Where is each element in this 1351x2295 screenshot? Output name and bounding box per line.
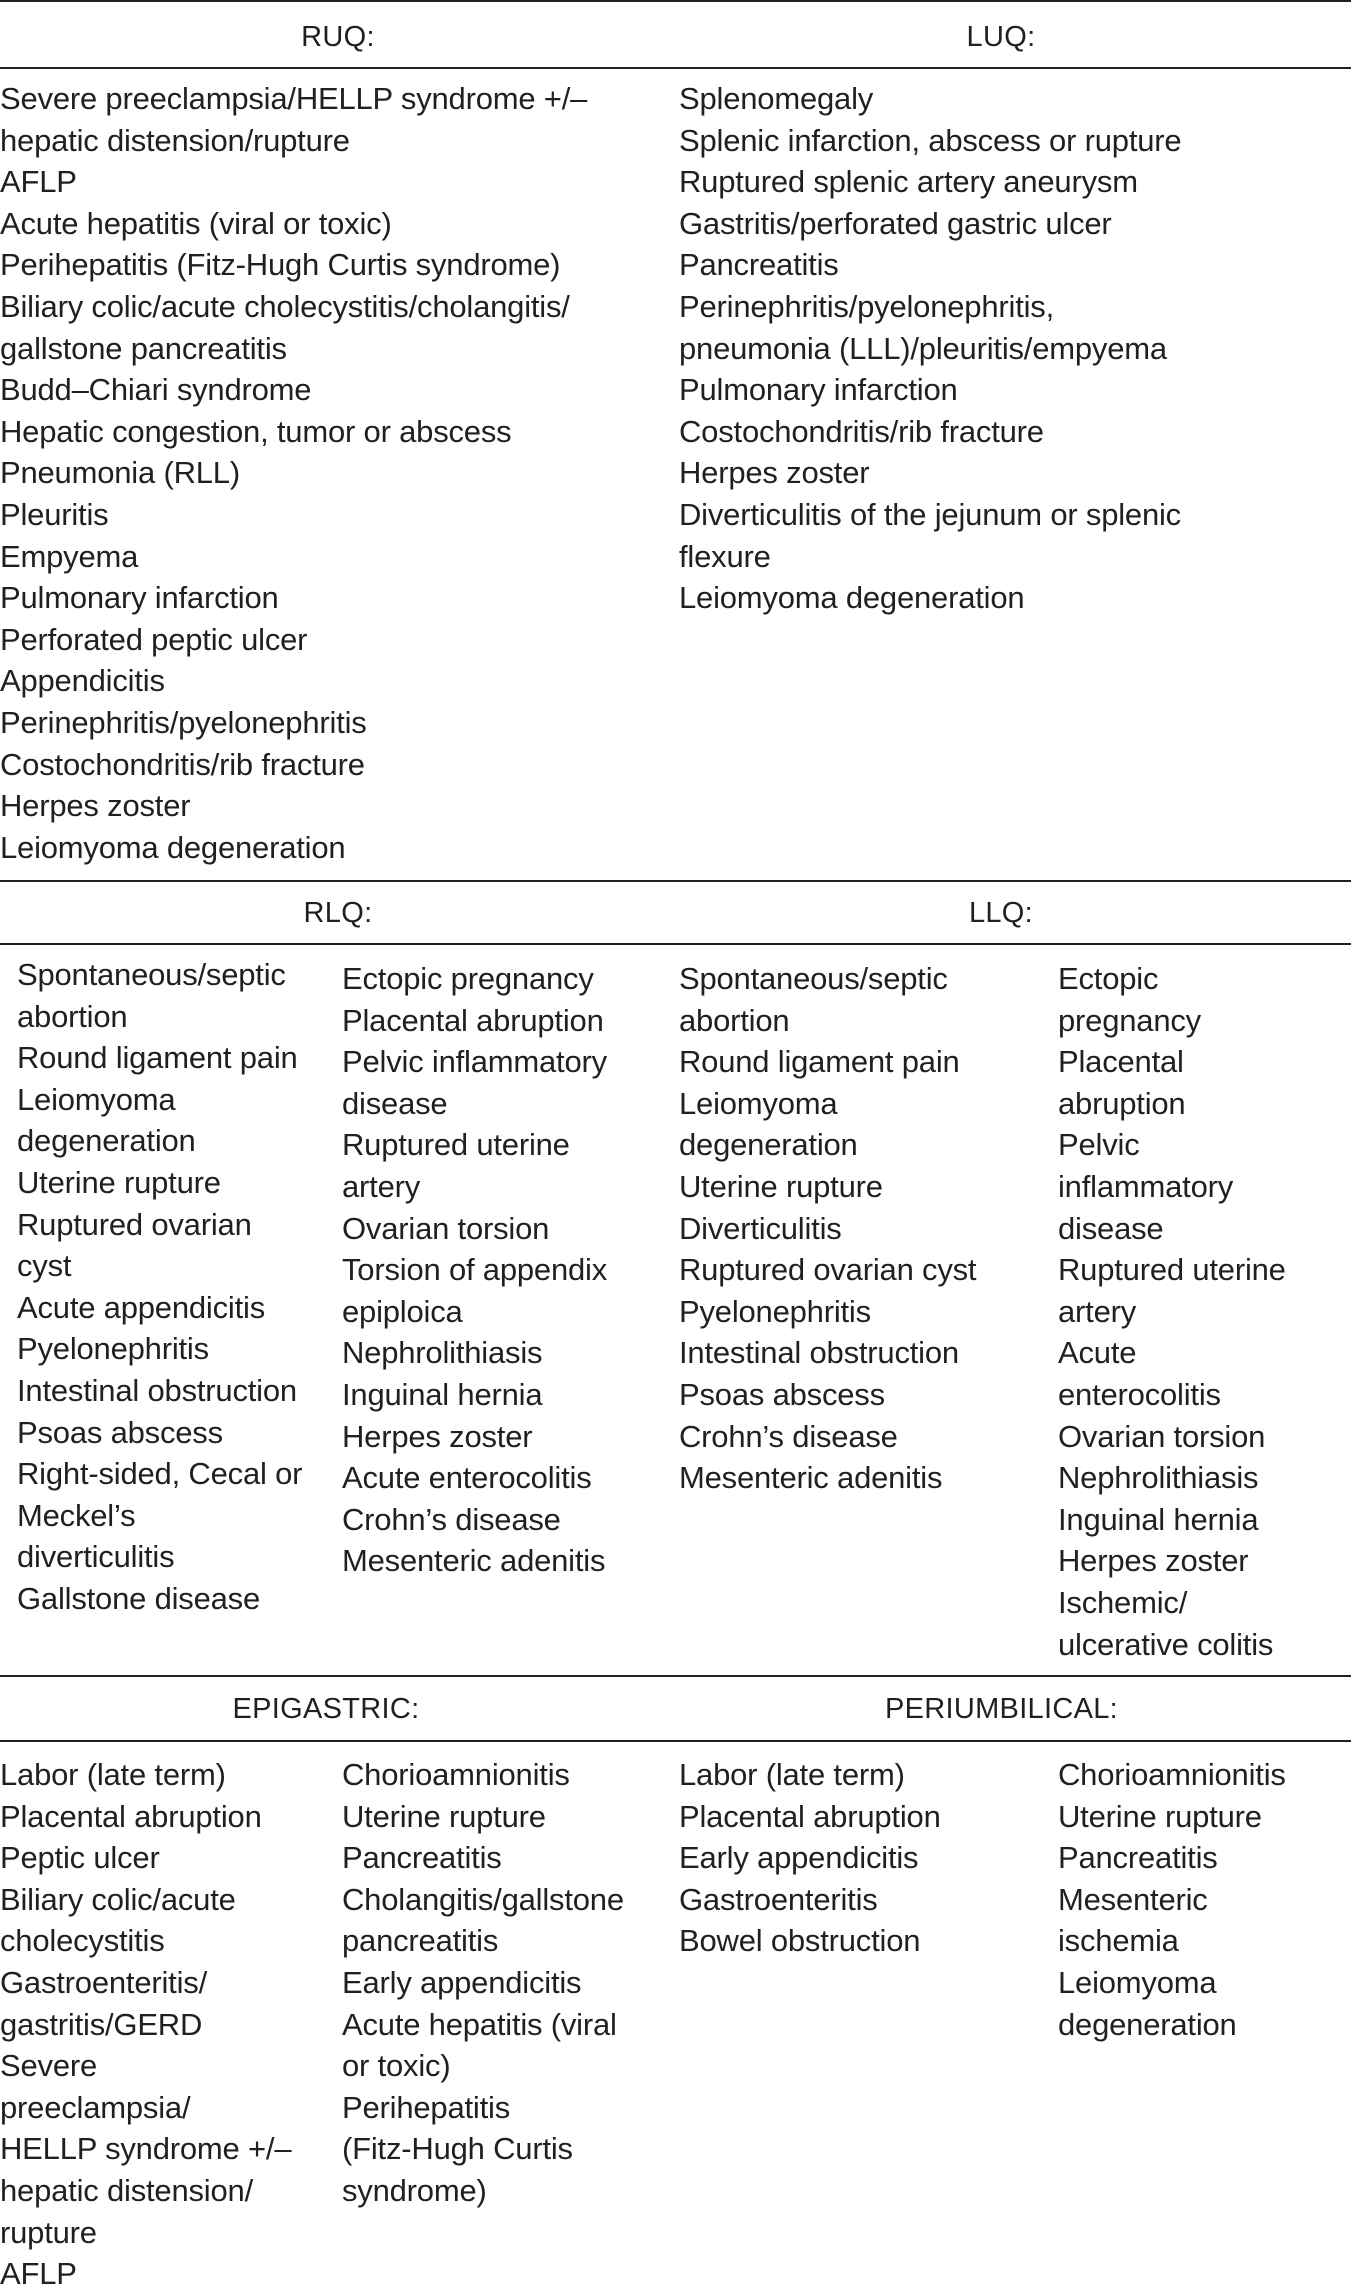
periumbilical-header: PERIUMBILICAL: [884,1693,1119,1725]
list-item [679,411,1181,453]
list-item [0,827,587,869]
list-item-line: Herpes zoster [679,455,870,491]
list-item [679,1416,976,1458]
list-item-line: Placental abruption [342,1002,604,1038]
list-item-line: Leiomyoma [679,1085,838,1121]
list-item [0,494,587,536]
list-item [342,2004,624,2087]
list-item-line: Intestinal obstruction [679,1335,959,1371]
list-item-line: Perihepatitis [342,2089,510,2125]
list-item [679,1332,976,1374]
list-item-line: Right-sided, Cecal or [17,1456,303,1492]
list-item-line: Ovarian torsion [1058,1418,1266,1454]
list-item-line: Placental [1058,1044,1184,1080]
list-item-line: Perinephritis/pyelonephritis, [679,288,1055,324]
epigastric-list-a [0,1754,291,2295]
list-item-line: Costochondritis/rib fracture [679,413,1044,449]
list-item [0,1879,291,1962]
list-item-line: Perforated peptic ulcer [0,621,308,657]
list-item-line: Diverticulitis of the jejunum or splenic [679,496,1181,532]
list-item-line: Ectopic [1058,961,1159,996]
list-item-line: Acute hepatitis (viral or toxic) [0,205,392,241]
list-item [0,702,587,744]
list-item-line: Meckel’s [17,1497,136,1533]
list-item [679,286,1181,369]
rule-header-lower [0,943,1351,945]
list-item [17,1370,302,1412]
llq-list-b [1058,958,1286,1665]
list-item-line: Early appendicitis [342,1964,582,2000]
list-item-line: pneumonia (LLL)/pleuritis/empyema [679,330,1167,366]
list-item-line: Placental abruption [679,1798,941,1834]
llq-header: LLQ: [968,897,1034,929]
list-item-line: Ruptured ovarian cyst [679,1252,977,1288]
list-item [342,1754,624,1796]
list-item-line: pregnancy [1058,1002,1201,1038]
list-item-line: Perihepatitis (Fitz-Hugh Curtis syndrome) [0,247,561,283]
list-item-line: Acute [1058,1335,1137,1371]
list-item-line: abortion [679,1002,790,1038]
list-item-line: Uterine rupture [1058,1798,1262,1834]
list-item-line: syndrome) [342,2172,487,2208]
list-item-line: hepatic distension/rupture [0,122,350,158]
list-item-line: Herpes zoster [0,788,191,824]
list-item-line: rupture [0,2214,97,2250]
list-item [679,369,1181,411]
list-item-line: HELLP syndrome +/– [0,2131,292,2167]
list-item [679,78,1181,120]
list-item-line: Pancreatitis [342,1840,502,1876]
list-item-line: Psoas abscess [679,1376,885,1412]
list-item-line: Ischemic/ [1058,1584,1188,1620]
list-item [342,1499,607,1541]
list-item-line: Torsion of appendix [342,1252,608,1288]
list-item-line: Nephrolithiasis [1058,1460,1259,1496]
list-item-line: Acute appendicitis [17,1289,266,1325]
list-item [1058,1457,1286,1499]
list-item-line: Acute hepatitis (viral [342,2006,617,2042]
list-item-line: Pancreatitis [1058,1840,1218,1876]
list-item [17,1328,302,1370]
list-item [679,494,1181,577]
list-item-line: inflammatory [1058,1168,1234,1204]
list-item [679,958,976,1041]
list-item [679,1291,976,1333]
list-item [1058,1249,1286,1332]
rule-header-upper [0,67,1351,69]
list-item [0,619,587,661]
list-item [0,2253,291,2295]
list-item-line: diverticulitis [17,1539,175,1575]
list-item-line: Biliary colic/acute [0,1881,236,1917]
list-item-line: Spontaneous/septic [679,961,948,996]
list-item [0,452,587,494]
list-item [0,577,587,619]
list-item-line: Labor (late term) [0,1757,226,1792]
list-item-line: Inguinal hernia [342,1376,543,1412]
list-item-line: Acute enterocolitis [342,1460,592,1496]
list-item-line: preeclampsia/ [0,2089,191,2125]
list-item [0,369,587,411]
list-item [679,1249,976,1291]
rlq-list-b [342,958,607,1582]
list-item [342,1000,607,1042]
list-item-line: Spontaneous/septic [17,957,286,992]
list-item-line: Gastritis/perforated gastric ulcer [679,205,1112,241]
list-item-line: Nephrolithiasis [342,1335,543,1371]
list-item [1058,1124,1286,1249]
list-item-line: Mesenteric adenitis [679,1460,943,1496]
list-item [342,1837,624,1879]
list-item [0,2045,291,2253]
list-item-line: Chorioamnionitis [1058,1757,1286,1792]
list-item-line: degeneration [679,1127,858,1163]
list-item [342,1124,607,1207]
list-item [342,2087,624,2212]
list-item [342,1374,607,1416]
list-item-line: (Fitz-Hugh Curtis [342,2131,573,2167]
list-item [1058,1416,1286,1458]
list-item-line: Empyema [0,538,139,574]
list-item-line: Leiomyoma [1058,1964,1217,2000]
list-item [0,1962,291,2045]
list-item-line: enterocolitis [1058,1376,1221,1412]
list-item [679,1754,941,1796]
llq-list-a [679,958,976,1499]
list-item-line: Uterine rupture [17,1164,221,1200]
list-item [342,1249,607,1332]
list-item [679,1374,976,1416]
list-item-line: Hepatic congestion, tumor or abscess [0,413,512,449]
list-item [0,203,587,245]
rule-header-central [0,1740,1351,1742]
list-item [342,1879,624,1962]
list-item [0,536,587,578]
list-item-line: Splenomegaly [679,81,874,116]
list-item-line: Gastroenteritis/ [0,1964,207,2000]
list-item [17,1162,302,1204]
list-item [0,244,587,286]
list-item-line: Psoas abscess [17,1414,223,1450]
periumbilical-list-b [1058,1754,1286,2045]
list-item [342,1332,607,1374]
list-item [679,1796,941,1838]
list-item [679,203,1181,245]
list-item-line: Splenic infarction, abscess or rupture [679,122,1182,158]
list-item-line: degeneration [1058,2006,1237,2042]
list-item [679,577,1181,619]
list-item [17,1079,302,1162]
list-item [679,120,1181,162]
list-item-line: Crohn’s disease [679,1418,898,1454]
list-item [17,954,302,1037]
list-item-line: Pyelonephritis [17,1331,209,1367]
list-item [342,1416,607,1458]
list-item [1058,1499,1286,1541]
list-item-line: Early appendicitis [679,1840,919,1876]
rlq-list-a [17,954,302,1620]
list-item-line: Ruptured uterine [1058,1252,1286,1288]
list-item-line: Inguinal hernia [1058,1501,1259,1537]
list-item-line: Gastroenteritis [679,1881,878,1917]
list-item [0,161,587,203]
list-item-line: abortion [17,998,128,1034]
list-item-line: Pneumonia (RLL) [0,455,240,491]
ruq-header: RUQ: [301,21,375,53]
list-item [0,286,587,369]
list-item-line: Placental abruption [0,1798,262,1834]
list-item-line: Pancreatitis [679,247,839,283]
list-item-line: AFLP [0,2256,77,2292]
rule-section-upper-end [0,880,1351,882]
list-item [679,244,1181,286]
list-item-line: Ruptured ovarian [17,1206,252,1242]
list-item [0,1754,291,1796]
list-item-line: Pulmonary infarction [0,580,279,616]
list-item-line: cyst [17,1248,72,1284]
list-item-line: Bowel obstruction [679,1923,921,1959]
list-item-line: Intestinal obstruction [17,1372,297,1408]
list-item [679,452,1181,494]
list-item [342,1041,607,1124]
list-item-line: Severe preeclampsia/HELLP syndrome +/– [0,81,588,116]
list-item-line: Peptic ulcer [0,1840,160,1876]
list-item [1058,1837,1286,1879]
list-item [0,660,587,702]
list-item-line: artery [1058,1293,1137,1329]
list-item-line: Ruptured splenic artery aneurysm [679,164,1138,200]
list-item [17,1453,302,1578]
list-item-line: Pleuritis [0,496,109,532]
list-item [0,744,587,786]
list-item [679,1208,976,1250]
list-item-line: Mesenteric adenitis [342,1543,606,1579]
list-item [1058,1796,1286,1838]
list-item [17,1578,302,1620]
list-item-line: pancreatitis [342,1923,499,1959]
rule-section-lower-end [0,1675,1351,1677]
list-item [342,958,607,1000]
list-item [1058,1582,1286,1665]
list-item-line: Cholangitis/gallstone [342,1881,624,1917]
list-item-line: epiploica [342,1293,463,1329]
list-item-line: AFLP [0,164,77,200]
list-item-line: Pelvic [1058,1127,1140,1163]
rlq-header: RLQ: [303,897,373,929]
list-item-line: or toxic) [342,2048,451,2084]
list-item-line: Costochondritis/rib fracture [0,746,365,782]
epigastric-header: EPIGASTRIC: [232,1693,420,1725]
list-item [679,1041,976,1083]
list-item-line: Crohn’s disease [342,1501,561,1537]
list-item [342,1457,607,1499]
list-item-line: Gallstone disease [17,1580,261,1616]
list-item [679,1920,941,1962]
list-item [679,161,1181,203]
list-item-line: Chorioamnionitis [342,1757,570,1792]
list-item [1058,1754,1286,1796]
list-item-line: Mesenteric [1058,1881,1208,1917]
list-item [679,1083,976,1166]
list-item [17,1412,302,1454]
list-item [342,1962,624,2004]
list-item-line: cholecystitis [0,1923,165,1959]
list-item-line: gallstone pancreatitis [0,330,287,366]
list-item [1058,1540,1286,1582]
list-item-line: flexure [679,538,771,574]
list-item-line: Round ligament pain [17,1040,298,1076]
list-item-line: Uterine rupture [342,1798,546,1834]
list-item-line: ulcerative colitis [1058,1626,1274,1662]
ruq-list [0,78,587,868]
list-item-line: artery [342,1168,421,1204]
list-item-line: Ectopic pregnancy [342,961,594,996]
list-item [0,78,587,161]
list-item-line: Labor (late term) [679,1757,905,1792]
list-item-line: Leiomyoma [17,1081,176,1117]
list-item [679,1457,976,1499]
rule-top [0,0,1351,2]
list-item-line: Leiomyoma degeneration [679,580,1025,616]
list-item [1058,1332,1286,1415]
list-item-line: Leiomyoma degeneration [0,829,346,865]
list-item [17,1287,302,1329]
list-item [342,1208,607,1250]
list-item [0,1837,291,1879]
list-item [0,785,587,827]
list-item [342,1540,607,1582]
list-item-line: Perinephritis/pyelonephritis [0,704,367,740]
list-item [1058,958,1286,1041]
list-item-line: Ovarian torsion [342,1210,550,1246]
luq-list [679,78,1181,619]
list-item [679,1879,941,1921]
list-item [0,411,587,453]
list-item-line: Pulmonary infarction [679,372,958,408]
list-item-line: Pelvic inflammatory [342,1044,607,1080]
list-item [679,1166,976,1208]
list-item-line: gastritis/GERD [0,2006,203,2042]
list-item-line: Appendicitis [0,663,165,699]
periumbilical-list-a [679,1754,941,1962]
list-item-line: ischemia [1058,1923,1179,1959]
list-item-line: disease [1058,1210,1164,1246]
list-item [342,1796,624,1838]
list-item-line: abruption [1058,1085,1186,1121]
list-item-line: Biliary colic/acute cholecystitis/cholangitis/ [0,288,570,324]
list-item-line: degeneration [17,1123,196,1159]
list-item [17,1204,302,1287]
epigastric-list-b [342,1754,624,2212]
list-item [17,1037,302,1079]
list-item-line: Budd–Chiari syndrome [0,372,312,408]
list-item [1058,1879,1286,1962]
list-item-line: Herpes zoster [342,1418,533,1454]
list-item-line: disease [342,1085,448,1121]
list-item [1058,1041,1286,1124]
list-item [0,1796,291,1838]
luq-header: LUQ: [966,21,1036,53]
list-item-line: Herpes zoster [1058,1543,1249,1579]
list-item-line: Diverticulitis [679,1210,842,1246]
list-item [679,1837,941,1879]
list-item-line: Round ligament pain [679,1044,960,1080]
list-item-line: Pyelonephritis [679,1293,871,1329]
list-item-line: Ruptured uterine [342,1127,570,1163]
list-item-line: hepatic distension/ [0,2172,253,2208]
list-item-line: Severe [0,2048,98,2084]
list-item-line: Uterine rupture [679,1168,883,1204]
list-item [1058,1962,1286,2045]
